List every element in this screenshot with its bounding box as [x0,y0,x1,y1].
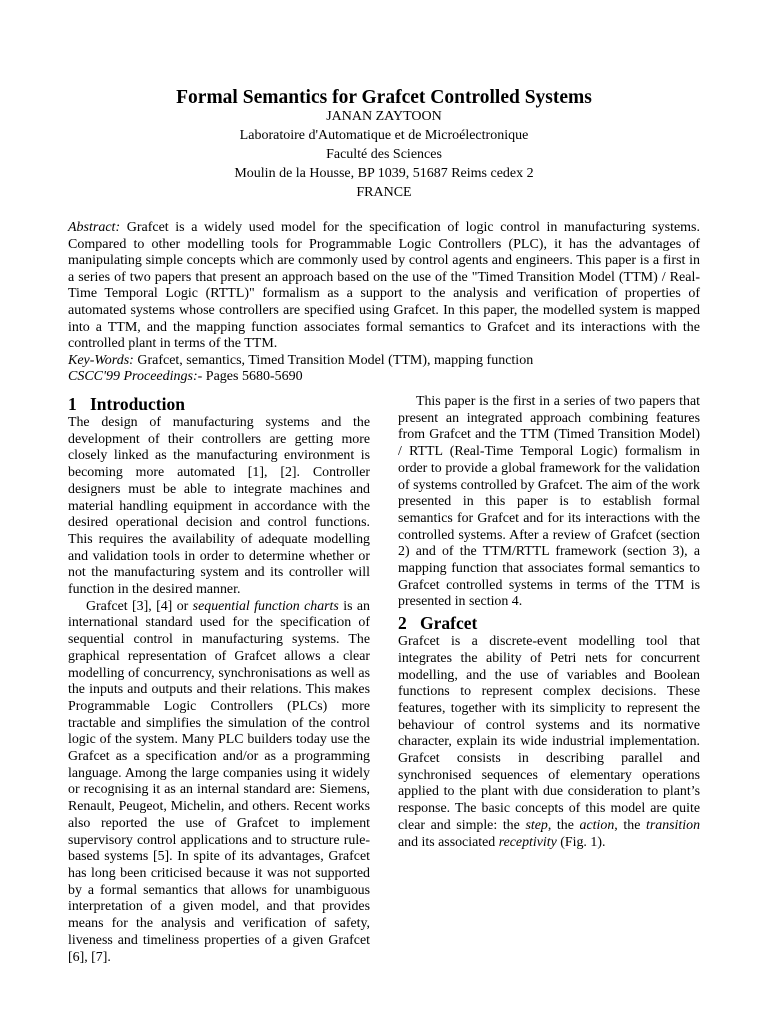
abstract-paragraph [68,220,700,353]
affiliation-faculty: Faculté des Sciences [326,147,442,162]
separator: , the [614,817,646,833]
section-number: 2 [398,613,407,634]
keywords-text: Grafcet, semantics, Timed Transition Model (TTM), mapping function [137,352,534,368]
proceedings-line [68,369,700,386]
grafcet-text-end: (Fig. 1). [556,834,606,850]
grafcet-paragraph-1 [398,634,700,851]
abstract-lead: Abstract: [68,220,121,235]
intro-p2-text-b: is an international standard used for the specification of sequential control in manufacturing systems. The graphical representation of Grafcet allows a clear modelling of concurrency, synchronisations as well as the inputs and outputs and their relations. This makes Programmable Logic Controllers (PLCs) more tractable and simplifies the simulation of the control logic of the system. Many PLC builders today use the Grafcet as a specification and/or as a programming language. Among the large companies using it widely or recognising it as an internal standard are: Siemens, Renault, Peugeot, Michelin, and others. Recent works also reported the use of Grafcet to implement supervisory control applications and to structure rule-based systems [5]. In spite of its advantages, Grafcet has long been criticised because it was not supported by a formal semantics that allows for unambiguous interpretation of a given model, and that provides means for the analysis and verification of safety, liveness and timeliness properties of a given Grafcet [6], [7]. [68,598,371,965]
grafcet-text: Grafcet is a discrete-event modelling tool that integrates the ability of Petri nets for concurrent modelling, and the use of variables and Boolean functions to represent complex decisions. These features, together with its simplicity to represent the behaviour of control systems and its normative character, explain its wide industrial implementation. Grafcet consists in describing parallel and synchronised sequences of elementary operations applied to the plant with due consideration to plant’s response. The basic concepts of this model are quite clear and simple: the [398,634,700,833]
proceedings-lead: CSCC'99 Proceedings: [68,369,198,385]
paper-title: Formal Semantics for Grafcet Controlled Systems [176,87,592,108]
intro-p2-emphasis: sequential function charts [192,598,339,614]
intro-paragraph-2 [68,599,370,966]
term-receptivity: receptivity [498,834,557,850]
intro-paragraph-3: This paper is the first in a series of two papers that present an integrated approach combining features from Grafcet and the TTM (Timed Transition Model) / RTTL (Real-Time Temporal Logic) formalism in order to provide a global framework for the validation of systems controlled by Grafcet. The aim of the work presented in this paper is to establish formal semantics for Grafcet and for its interactions with the controlled systems. After a review of Grafcet (section 2) and of the TTM/RTTL framework (section 3), a mapping function that associates formal semantics to Grafcet controlled systems in terms of the TTM is presented in section 4. [398,394,700,610]
intro-paragraph-1: The design of manufacturing systems and the development of their controllers are getting more closely linked as the manufacturing environment is becoming more automated [1], [2]. Controller designers must be able to integrate machines and material handling equipment in accordance with the desired operational decision and control functions. This requires the availability of adequate modelling and validation tools in order to determine whether or not the manufacturing system and its controller will function in the desired manner. [68,415,370,598]
separator: , the [547,817,580,833]
term-transition: transition [646,817,701,833]
keywords-line [68,353,700,370]
section-number: 1 [68,394,77,414]
author-block [0,107,768,202]
keywords-lead: Key-Words: [68,352,134,368]
section-title: Introduction [90,394,185,414]
affiliation-country: FRANCE [356,185,412,200]
section-title: Grafcet [420,613,478,634]
term-action: action [579,817,615,833]
term-step: step [525,817,548,833]
abstract-block [68,220,700,386]
affiliation-lab: Laboratoire d'Automatique et de Microélectronique [239,128,529,143]
section-heading-grafcet [398,613,700,634]
author-name: JANAN ZAYTOON [326,109,442,124]
section-heading-introduction [68,394,370,415]
affiliation-address: Moulin de la Housse, BP 1039, 51687 Reims cedex 2 [234,166,534,181]
left-column [68,394,370,966]
proceedings-text: - Pages 5680-5690 [197,369,303,385]
separator: and its associated [398,834,499,850]
intro-p2-text-a: Grafcet [3], [4] or [86,598,193,614]
right-column [398,394,700,851]
abstract-text: Grafcet is a widely used model for the specification of logic control in manufacturing systems. Compared to other modelling tools for Programmable Logic Controllers (PLC), it has the advantages of manipulating simple concepts which are commonly used by control agents and engineers. This paper is a first in a series of two papers that present an approach based on the use of the "Timed Transition Model (TTM) / Real-Time Temporal Logic (RTTL)" formalism as a support to the analysis and verification of properties of automated systems whose controllers are specified using Grafcet. In this paper, the modelled system is mapped into a TTM, and the mapping function associates formal semantics to Grafcet and its interactions with the controlled plant in terms of the TTM. [68,220,701,352]
